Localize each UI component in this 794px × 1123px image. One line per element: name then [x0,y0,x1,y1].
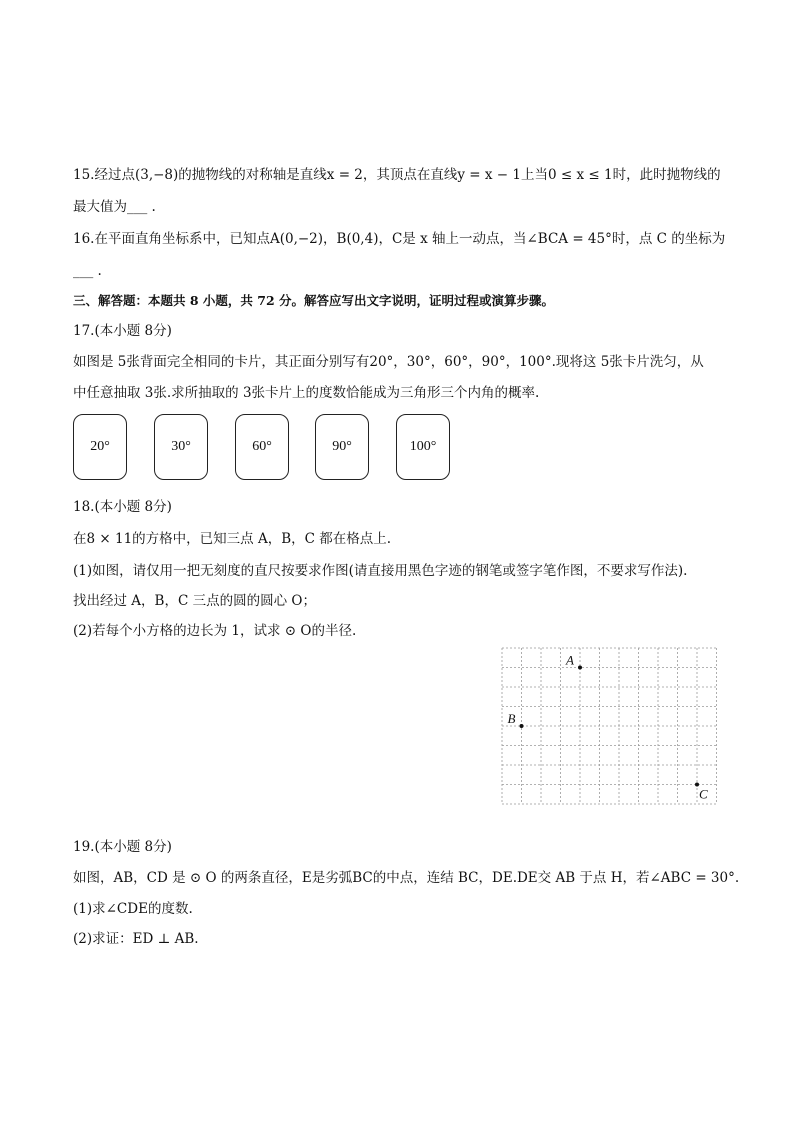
q19-line3: (2)求证：ED ⊥ AB. [73,931,199,947]
q18-line1: 在8 × 11的方格中，已知三点 A，B，C 都在格点上. [73,531,392,547]
q18-line3: 找出经过 A，B，C 三点的圆的圆心 O； [73,593,316,609]
card-4: 90° [315,414,369,480]
q18-line4: (2)若每个小方格的边长为 1，试求 ⊙ O的半径. [73,623,357,639]
point-label-a: A [566,652,574,668]
point-label-b: B [507,711,516,726]
q15-line1: 15.经过点(3,−8)的抛物线的对称轴是直线x = 2，其顶点在直线y = x − 1上当0 ≤ x ≤ 1时，此时抛物线的 [73,167,721,183]
card-2: 30° [154,414,208,480]
section-3-header: 三、解答题：本题共 8 小题，共 72 分。解答应写出文字说明，证明过程或演算步骤。 [73,293,555,308]
point-b [520,724,524,728]
q19-line2: (1)求∠CDE的度数. [73,901,193,917]
q19-title: 19.(本小题 8分) [73,839,172,855]
card-3: 60° [235,414,289,480]
q17-title: 17.(本小题 8分) [73,323,172,339]
card-5: 100° [396,414,450,480]
grid-svg [495,645,725,805]
card-1: 20° [73,414,127,480]
q16-line2: ___ . [73,263,102,279]
q19-line1: 如图，AB，CD 是 ⊙ O 的两条直径，E是劣弧BC的中点，连结 BC，DE.DE交 AB 于点 H，若∠ABC = 30°. [73,870,740,886]
dotted-grid-figure [495,645,725,809]
q16-line1: 16.在平面直角坐标系中，已知点A(0,−2)，B(0,4)，C是 x 轴上一动点，当∠BCA = 45°时，点 C 的坐标为 [73,231,726,247]
q15-line2: 最大值为___ . [73,199,156,215]
q18-line2: (1)如图，请仅用一把无刻度的直尺按要求作图(请直接用黑色字迹的钢笔或签字笔作图，不要求写作法). [73,563,688,579]
point-a [578,666,582,670]
q17-line1: 如图是 5张背面完全相同的卡片，其正面分别写有20°，30°，60°，90°，100°.现将这 5张卡片洗匀，从 [73,354,704,370]
point-label-c: C [699,786,708,802]
q18-title: 18.(本小题 8分) [73,499,172,515]
q17-line2: 中任意抽取 3张.求所抽取的 3张卡片上的度数恰能成为三角形三个内角的概率. [73,385,540,401]
